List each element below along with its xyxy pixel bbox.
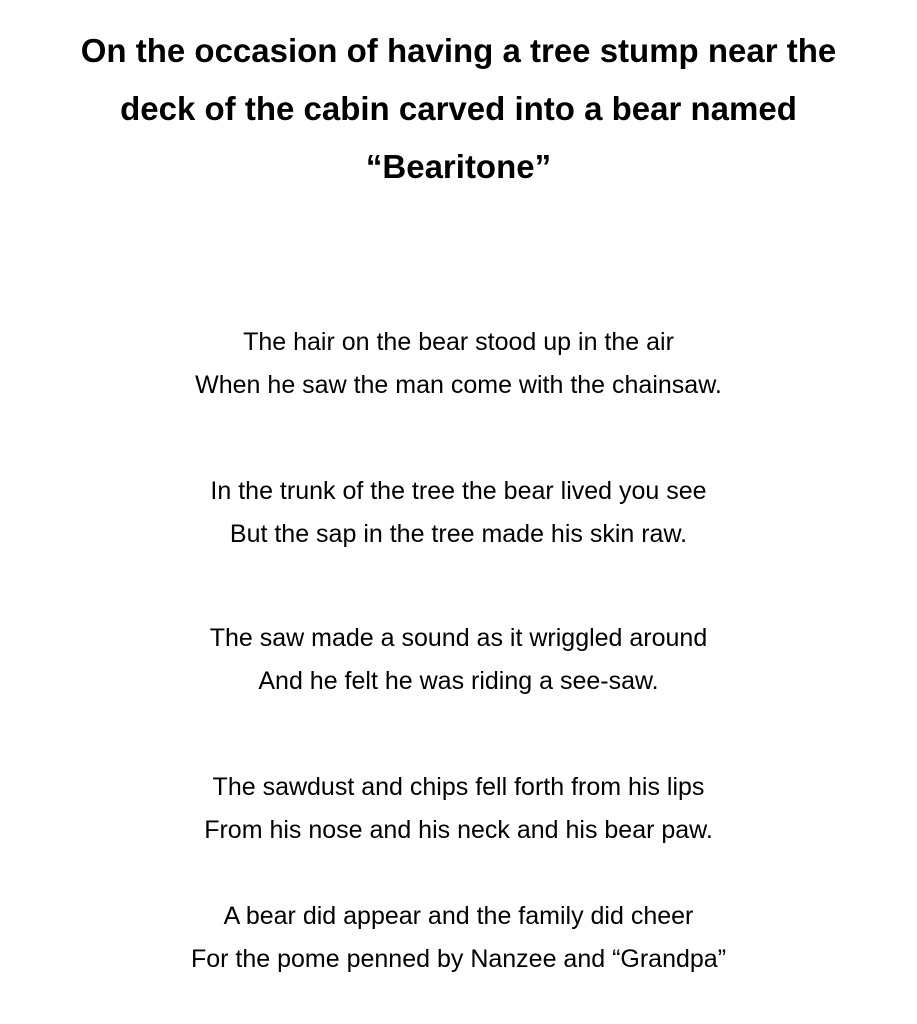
stanza-3-line-1: The saw made a sound as it wriggled around [209, 624, 708, 652]
stanza-3 [20, 617, 897, 703]
stanza-1-line-2: When he saw the man come with the chainsaw. [195, 371, 722, 399]
poem-title [20, 22, 897, 196]
stanza-2-line-1: In the trunk of the tree the bear lived you see [210, 477, 707, 505]
stanza-2 [20, 470, 897, 556]
stanza-5 [20, 895, 897, 981]
stanza-4-line-2: From his nose and his neck and his bear paw. [204, 816, 713, 844]
title-line-1: On the occasion of having a tree stump near the [80, 32, 837, 69]
title-line-2: deck of the cabin carved into a bear named [120, 90, 797, 127]
stanza-3-line-2: And he felt he was riding a see-saw. [258, 667, 659, 695]
stanza-5-line-1: A bear did appear and the family did cheer [223, 902, 694, 930]
title-line-3: “Bearitone” [365, 148, 552, 185]
stanza-1-line-1: The hair on the bear stood up in the air [243, 328, 674, 356]
stanza-5-line-2: For the pome penned by Nanzee and “Grandpa” [190, 945, 727, 973]
stanza-1 [20, 321, 897, 407]
stanza-2-line-2: But the sap in the tree made his skin raw. [229, 520, 688, 548]
stanza-4-line-1: The sawdust and chips fell forth from his lips [212, 773, 705, 801]
stanza-4 [20, 766, 897, 852]
